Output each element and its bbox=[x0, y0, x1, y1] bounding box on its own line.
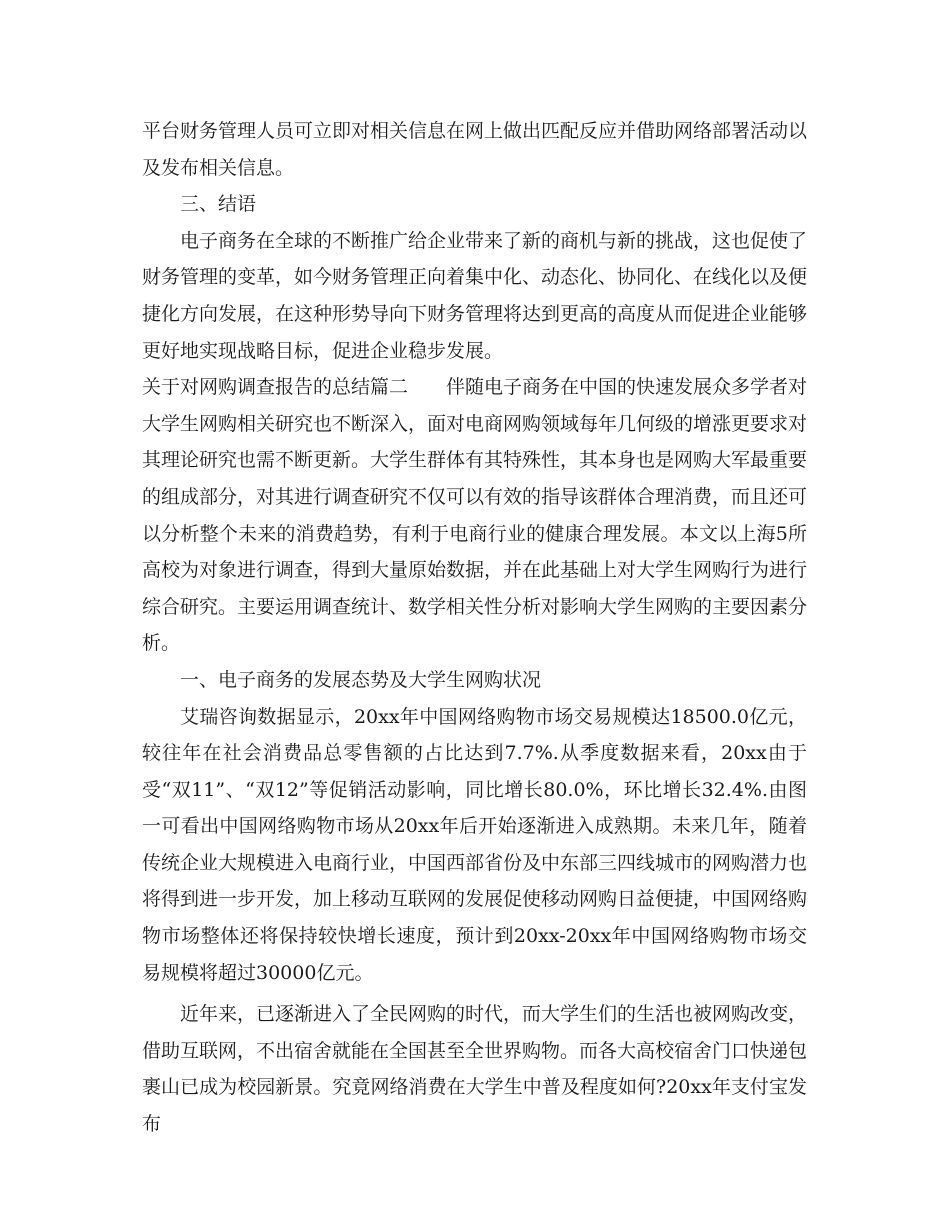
section-heading-conclusion: 三、结语 bbox=[180, 193, 257, 216]
paragraph-market-data: 艾瑞咨询数据显示，20xx年中国网络购物市场交易规模达18500.0亿元，较往年在社会消费品总零售额的占比达到7.7%.从季度数据来看，20xx由于受“双11”、“双12”等促销活动影响，同比增长80.0%，环比增长32.4%.由图一可看出中国网络购物市场从20xx年后开始逐渐进入成熟期。未来几年，随着传统企业大规模进入电商行业，中国西部省份及中东部三四线城市的网购潜力也将得到进一步开发，加上移动互联网的发展促使移动网购日益便捷，中国网络购物市场整体还将保持较快增长速度，预计到20xx-20xx年中国网络购物市场交易规模将超过30000亿元。 bbox=[142, 705, 808, 984]
paragraph-student-shopping: 近年来，已逐渐进入了全民网购的时代，而大学生们的生活也被网购改变，借助互联网，不出宿舍就能在全国甚至全世界购物。而各大高校宿舍门口快递包裹山已成为校园新景。究竟网络消费在大学生中普及程度如何?20xx年支付宝发布 bbox=[142, 1003, 808, 1136]
section-heading-ecommerce-trend: 一、电子商务的发展态势及大学生网购状况 bbox=[180, 668, 542, 691]
paragraph-article-two-intro: 关于对网购调查报告的总结篇二 伴随电子商务在中国的快速发展众多学者对大学生网购相关研究也不断深入，面对电商网购领域每年几何级的增涨更要求对其理论研究也需不断更新。大学生群体有其特殊性，其本身也是网购大军最重要的组成部分，对其进行调查研究不仅可以有效的指导该群体合理消费，而且还可以分析整个未来的消费趋势，有利于电商行业的健康合理发展。本文以上海5所高校为对象进行调查，得到大量原始数据，并在此基础上对大学生网购行为进行综合研究。主要运用调查统计、数学相关性分析对影响大学生网购的主要因素分析。 bbox=[142, 376, 808, 655]
paragraph-conclusion: 电子商务在全球的不断推广给企业带来了新的商机与新的挑战，这也促使了财务管理的变革，如今财务管理正向着集中化、动态化、协同化、在线化以及便捷化方向发展，在这种形势导向下财务管理将达到更高的高度从而促进企业能够更好地实现战略目标，促进企业稳步发展。 bbox=[142, 229, 808, 362]
document-body bbox=[142, 113, 807, 1143]
paragraph-continuation: 平台财务管理人员可立即对相关信息在网上做出匹配反应并借助网络部署活动以及发布相关信息。 bbox=[142, 120, 808, 179]
